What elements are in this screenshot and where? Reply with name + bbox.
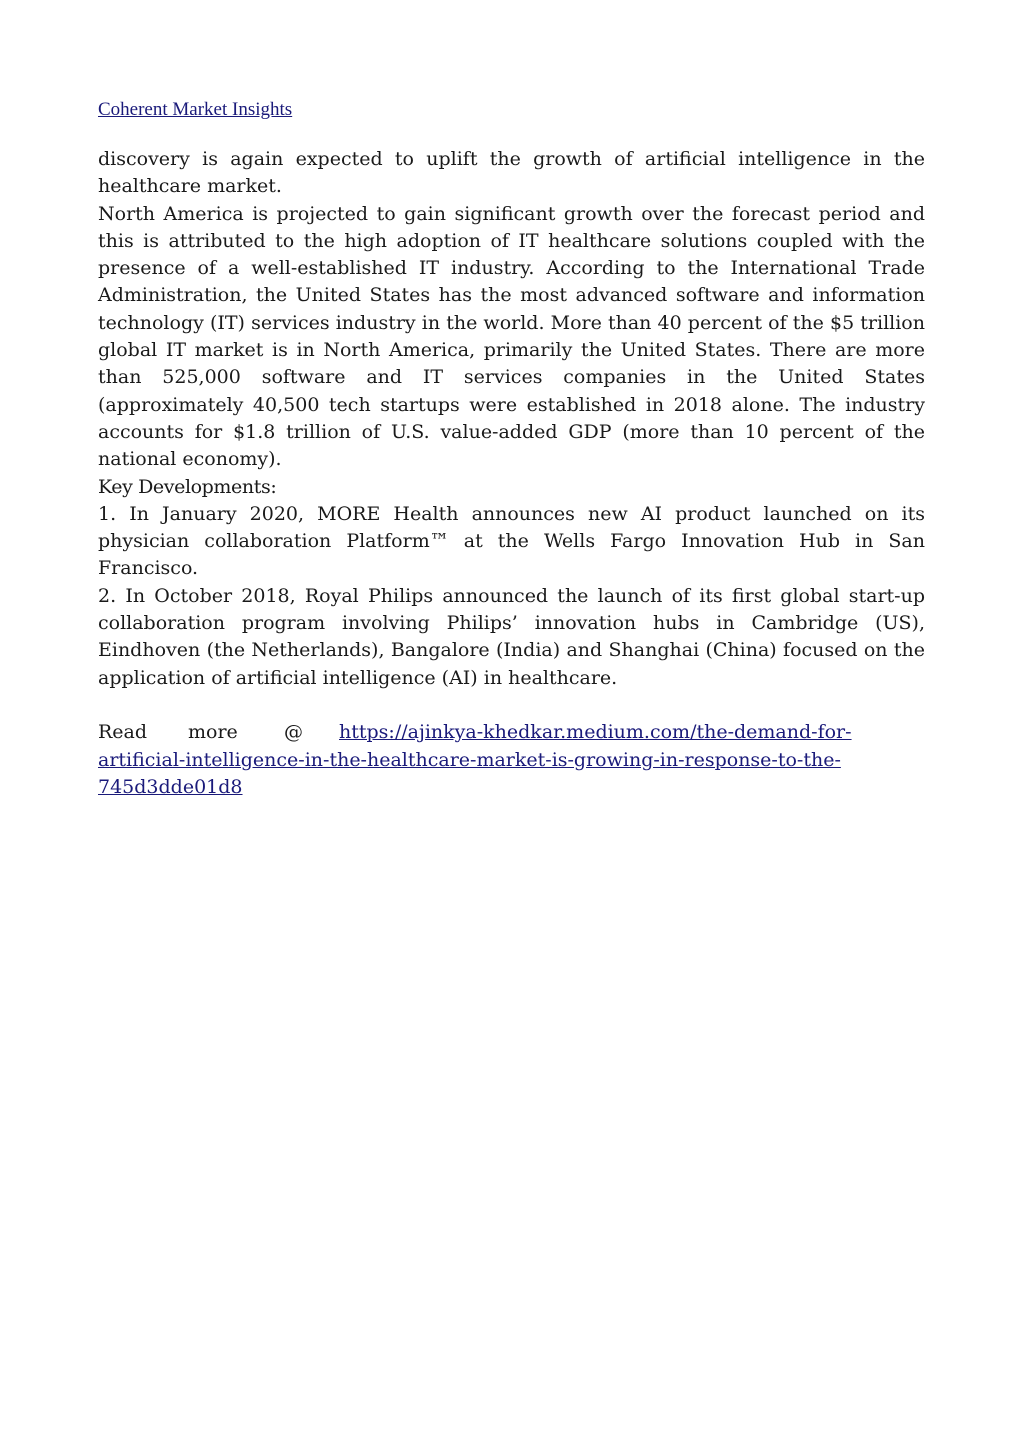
- read-more-lead: [98, 719, 339, 746]
- paragraph-discovery: discovery is again expected to uplift the growth of artificial intelligence in the healthcare market.: [98, 148, 925, 198]
- read-more-line: [98, 719, 925, 801]
- read-more-word: more: [188, 721, 238, 744]
- at-sign: @: [284, 721, 303, 744]
- key-developments-heading: Key Developments:: [98, 475, 277, 498]
- development-item: 2. In October 2018, Royal Philips announced the launch of its first global start-up collaboration program involving Philips’ innovation hubs in Cambridge (US), Eindhoven (the Netherlands), Bangalore (India) and Shanghai (China) focused on the application of artificial intelligence (AI) in healthcare.: [98, 584, 925, 689]
- document-body: [98, 146, 925, 801]
- development-item: 1. In January 2020, MORE Health announces new AI product launched on its physician collaboration Platform™ at the Wells Fargo Innovation Hub in San Francisco.: [98, 502, 925, 580]
- header-link[interactable]: Coherent Market Insights: [98, 99, 293, 120]
- blank-line: [98, 692, 925, 719]
- paragraph-north-america: North America is projected to gain significant growth over the forecast period and this is attributed to the high adoption of IT healthcare solutions coupled with the presence of a well-established IT industry. According to the International Trade Administration, the United States has the most advanced software and information technology (IT) services industry in the world. More than 40 percent of the $5 trillion global IT market is in North America, primarily the United States. There are more than 525,000 software and IT services companies in the United States (approximately 40,500 tech startups were established in 2018 alone. The industry accounts for $1.8 trillion of U.S. value-added GDP (more than 10 percent of the national economy).: [98, 202, 925, 471]
- article-link[interactable]: https://ajinkya-khedkar.medium.com/the-demand-for-artificial-intelligence-in-the-healthcare-market-is-growing-in-response-to-the-745d3dde01d8: [98, 721, 852, 798]
- read-more-word: Read: [98, 721, 148, 744]
